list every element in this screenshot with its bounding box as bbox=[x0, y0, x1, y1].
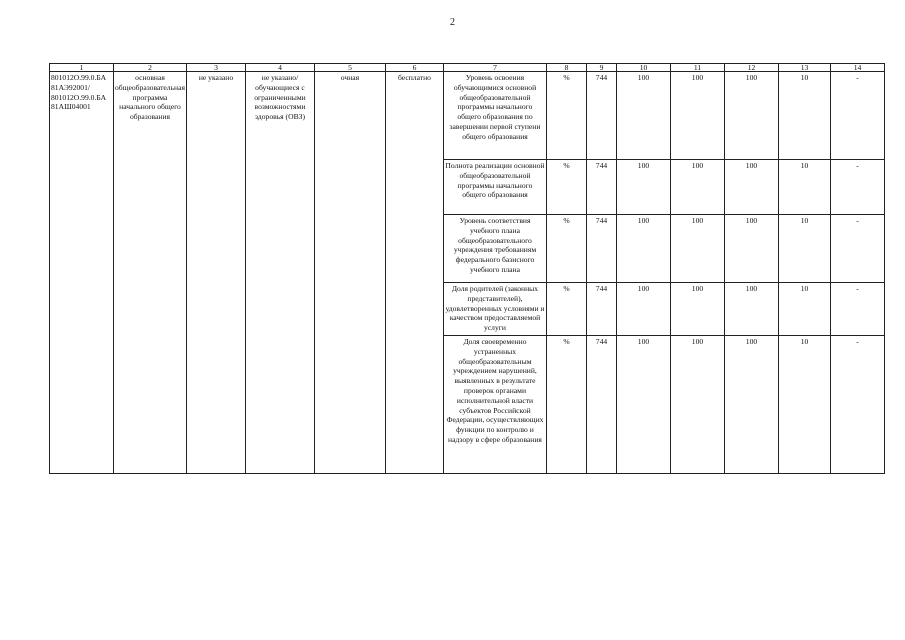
indicator-okei: 744 bbox=[586, 336, 616, 474]
indicator-dash: - bbox=[830, 215, 884, 283]
indicator-deviation: 10 bbox=[778, 72, 830, 160]
indicator-dash: - bbox=[830, 283, 884, 336]
column-header: 11 bbox=[670, 64, 724, 72]
column-number-row bbox=[50, 64, 885, 72]
indicator-value: 100 bbox=[670, 160, 724, 215]
column-header: 8 bbox=[546, 64, 586, 72]
column-header: 6 bbox=[385, 64, 443, 72]
indicator-name: Уровень соответствия учебного плана общеобразовательного учреждения требованиям федерального базисного учебного плана bbox=[443, 215, 546, 283]
students-category: не указано bbox=[186, 72, 245, 474]
column-header: 7 bbox=[443, 64, 546, 72]
indicator-value: 100 bbox=[724, 215, 778, 283]
indicator-okei: 744 bbox=[586, 283, 616, 336]
column-header: 14 bbox=[830, 64, 884, 72]
payment-terms: бесплатно bbox=[385, 72, 443, 474]
indicator-value: 100 bbox=[670, 215, 724, 283]
indicator-okei: 744 bbox=[586, 215, 616, 283]
indicator-value: 100 bbox=[724, 336, 778, 474]
indicator-value: 100 bbox=[724, 160, 778, 215]
health-category: не указано/ обучающиеся с ограниченными возможностями здоровья (ОВЗ) bbox=[245, 72, 314, 474]
indicator-unit: % bbox=[546, 72, 586, 160]
indicator-deviation: 10 bbox=[778, 215, 830, 283]
indicator-dash: - bbox=[830, 72, 884, 160]
column-header: 4 bbox=[245, 64, 314, 72]
indicator-name: Полнота реализации основной общеобразовательной программы начального общего образования bbox=[443, 160, 546, 215]
indicator-value: 100 bbox=[616, 215, 670, 283]
column-header: 12 bbox=[724, 64, 778, 72]
page-number: 2 bbox=[450, 17, 455, 28]
column-header: 13 bbox=[778, 64, 830, 72]
education-form: очная bbox=[314, 72, 385, 474]
indicator-value: 100 bbox=[616, 336, 670, 474]
indicator-okei: 744 bbox=[586, 72, 616, 160]
indicator-value: 100 bbox=[670, 72, 724, 160]
column-header: 10 bbox=[616, 64, 670, 72]
column-header: 2 bbox=[114, 64, 187, 72]
indicator-unit: % bbox=[546, 215, 586, 283]
column-header: 1 bbox=[50, 64, 114, 72]
registry-code: 801012О.99.0.БА 81АЭ92001/ 801012О.99.0.БА 81АШ04001 bbox=[50, 72, 114, 474]
indicator-unit: % bbox=[546, 283, 586, 336]
indicator-value: 100 bbox=[616, 72, 670, 160]
indicator-name: Доля родителей (законных представителей), удовлетворенных условиями и качеством предоставляемой услуги bbox=[443, 283, 546, 336]
indicator-deviation: 10 bbox=[778, 160, 830, 215]
indicator-value: 100 bbox=[724, 72, 778, 160]
indicator-deviation: 10 bbox=[778, 336, 830, 474]
table-row bbox=[50, 72, 885, 160]
indicator-unit: % bbox=[546, 336, 586, 474]
indicator-unit: % bbox=[546, 160, 586, 215]
column-header: 5 bbox=[314, 64, 385, 72]
indicator-deviation: 10 bbox=[778, 283, 830, 336]
indicator-value: 100 bbox=[670, 283, 724, 336]
service-indicators-table bbox=[49, 63, 885, 474]
program-kind: основная общеобразовательная программа начального общего образования bbox=[114, 72, 187, 474]
indicator-okei: 744 bbox=[586, 160, 616, 215]
column-header: 3 bbox=[186, 64, 245, 72]
indicator-value: 100 bbox=[616, 283, 670, 336]
indicator-value: 100 bbox=[724, 283, 778, 336]
indicator-value: 100 bbox=[670, 336, 724, 474]
indicator-value: 100 bbox=[616, 160, 670, 215]
indicator-name: Доля своевременно устраненных общеобразовательным учреждением нарушений, выявленных в результате проверок органами исполнительной власти субъектов Российской Федерации, осуществляющих функции по контролю и надзору в сфере образования bbox=[443, 336, 546, 474]
indicator-dash: - bbox=[830, 336, 884, 474]
indicator-dash: - bbox=[830, 160, 884, 215]
indicator-name: Уровень освоения обучающимися основной общеобразовательной программы начального общего образования по завершении первой ступени общего образования bbox=[443, 72, 546, 160]
column-header: 9 bbox=[586, 64, 616, 72]
